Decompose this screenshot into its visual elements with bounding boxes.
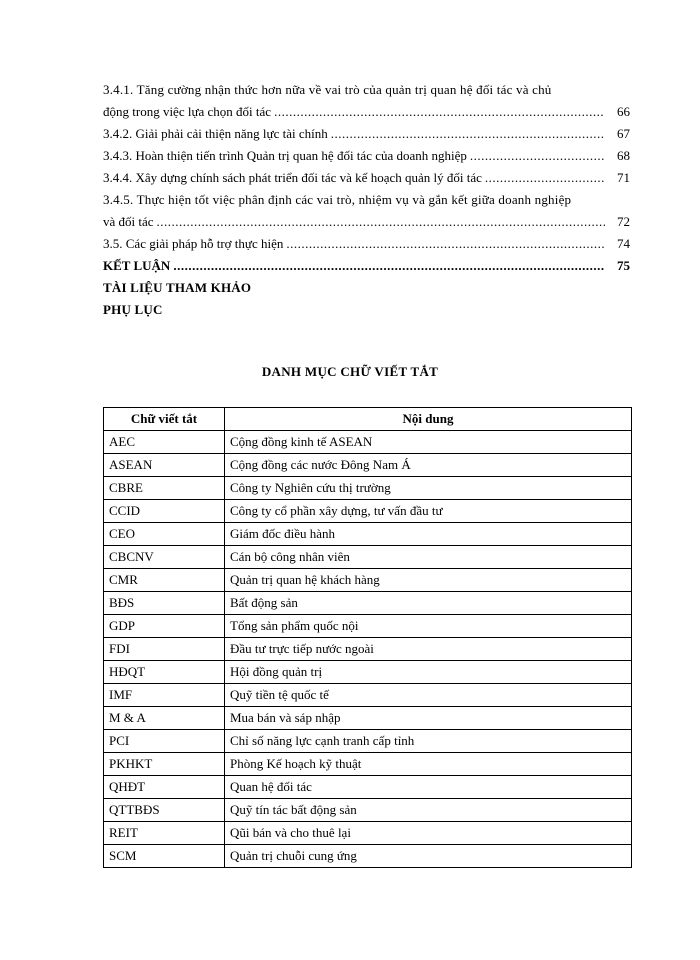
toc-item-title: KẾT LUẬN: [103, 258, 171, 273]
table-row: [104, 707, 632, 730]
abbreviation-cell: CEO: [104, 523, 225, 546]
abbreviation-cell: BĐS: [104, 592, 225, 615]
column-header-meaning: Nội dung: [225, 408, 632, 431]
table-row: [104, 845, 632, 868]
table-row: [104, 477, 632, 500]
toc-page-number: 67: [617, 126, 630, 141]
table-row: [104, 684, 632, 707]
meaning-cell: Cộng đồng các nước Đông Nam Á: [225, 454, 632, 477]
toc-item-3-4-1-line1: 3.4.1. Tăng cường nhận thức hơn nữa về vai trò của quản trị quan hệ đối tác và chủ: [103, 82, 552, 97]
table-row: [104, 753, 632, 776]
toc-page-number: 71: [617, 170, 630, 185]
meaning-cell: Giám đốc điều hành: [225, 523, 632, 546]
abbreviation-cell: IMF: [104, 684, 225, 707]
abbreviation-cell: CMR: [104, 569, 225, 592]
toc-page-number: 74: [617, 236, 630, 251]
abbreviation-cell: HĐQT: [104, 661, 225, 684]
table-row: [104, 661, 632, 684]
abbreviations-title: DANH MỤC CHỮ VIẾT TẮT: [261, 364, 439, 379]
toc-item-title: động trong việc lựa chọn đối tác: [103, 104, 272, 119]
toc-item-title: 3.5. Các giải pháp hỗ trợ thực hiện: [103, 236, 284, 251]
abbreviation-cell: SCM: [104, 845, 225, 868]
toc-leader-dots: [157, 211, 605, 233]
meaning-cell: Quỹ tiền tệ quốc tế: [225, 684, 632, 707]
abbreviation-cell: QHĐT: [104, 776, 225, 799]
toc-item-3-4-5-line1: 3.4.5. Thực hiện tốt việc phân định các vai trò, nhiệm vụ và gắn kết giữa doanh nghiệp: [103, 192, 572, 207]
toc-item-3-4-2: [103, 123, 630, 145]
toc-page-number: 68: [617, 148, 630, 163]
toc-item-3-4-1: [103, 101, 630, 123]
toc-leader-dots: [286, 233, 605, 255]
toc-item-3-4-3: [103, 145, 630, 167]
toc-item-title: và đối tác: [103, 214, 154, 229]
toc-item-title: 3.4.4. Xây dựng chính sách phát triển đối tác và kế hoạch quản lý đối tác: [103, 170, 482, 185]
meaning-cell: Quan hệ đối tác: [225, 776, 632, 799]
abbreviation-cell: AEC: [104, 431, 225, 454]
table-row: [104, 523, 632, 546]
abbreviation-cell: M & A: [104, 707, 225, 730]
abbreviations-table: [103, 407, 632, 868]
table-row: [104, 500, 632, 523]
meaning-cell: Cán bộ công nhân viên: [225, 546, 632, 569]
meaning-cell: Quản trị chuỗi cung ứng: [225, 845, 632, 868]
meaning-cell: Quỹ tín tác bất động sản: [225, 799, 632, 822]
meaning-cell: Mua bán và sáp nhập: [225, 707, 632, 730]
table-row: [104, 822, 632, 845]
meaning-cell: Công ty cổ phần xây dựng, tư vấn đầu tư: [225, 500, 632, 523]
toc-item-references: TÀI LIỆU THAM KHẢO: [103, 280, 252, 295]
toc-page-number: 66: [617, 104, 630, 119]
toc-item-title: 3.4.3. Hoàn thiện tiến trình Quản trị quan hệ đối tác của doanh nghiệp: [103, 148, 467, 163]
toc-item-title: 3.4.2. Giải phải cải thiện năng lực tài chính: [103, 126, 328, 141]
meaning-cell: Phòng Kế hoạch kỹ thuật: [225, 753, 632, 776]
toc-page-number: 72: [617, 214, 630, 229]
meaning-cell: Chỉ số năng lực cạnh tranh cấp tỉnh: [225, 730, 632, 753]
table-row: [104, 615, 632, 638]
table-row: [104, 776, 632, 799]
abbreviation-cell: FDI: [104, 638, 225, 661]
abbreviation-cell: CBCNV: [104, 546, 225, 569]
table-row: [104, 431, 632, 454]
abbreviation-cell: ASEAN: [104, 454, 225, 477]
abbreviation-cell: CBRE: [104, 477, 225, 500]
meaning-cell: Quản trị quan hệ khách hàng: [225, 569, 632, 592]
meaning-cell: Đầu tư trực tiếp nước ngoài: [225, 638, 632, 661]
toc-item-3-5: [103, 233, 630, 255]
toc-leader-dots: [470, 145, 605, 167]
toc-page-number: 75: [617, 258, 630, 273]
meaning-cell: Công ty Nghiên cứu thị trường: [225, 477, 632, 500]
toc-leader-dots: [485, 167, 605, 189]
table-row: [104, 569, 632, 592]
table-row: [104, 546, 632, 569]
toc-item-conclusion: [103, 255, 630, 277]
abbreviation-cell: PKHKT: [104, 753, 225, 776]
meaning-cell: Bất động sản: [225, 592, 632, 615]
column-header-abbreviation: Chữ viết tắt: [104, 408, 225, 431]
table-row: [104, 799, 632, 822]
abbreviation-cell: GDP: [104, 615, 225, 638]
abbreviation-cell: QTTBĐS: [104, 799, 225, 822]
table-body: [104, 431, 632, 868]
meaning-cell: Cộng đồng kinh tế ASEAN: [225, 431, 632, 454]
table-row: [104, 638, 632, 661]
abbreviation-cell: CCID: [104, 500, 225, 523]
abbreviation-cell: REIT: [104, 822, 225, 845]
meaning-cell: Tổng sản phẩm quốc nội: [225, 615, 632, 638]
table-of-contents: [103, 79, 630, 321]
meaning-cell: Hội đồng quản trị: [225, 661, 632, 684]
toc-leader-dots: [274, 101, 605, 123]
table-row: [104, 730, 632, 753]
meaning-cell: Qũi bán và cho thuê lại: [225, 822, 632, 845]
table-row: [104, 592, 632, 615]
table-row: [104, 454, 632, 477]
toc-leader-dots: [331, 123, 605, 145]
table-header-row: [104, 408, 632, 431]
toc-item-appendix: PHỤ LỤC: [103, 302, 163, 317]
abbreviation-cell: PCI: [104, 730, 225, 753]
toc-item-3-4-4: [103, 167, 630, 189]
toc-leader-dots: [173, 255, 605, 277]
toc-item-3-4-5: [103, 211, 630, 233]
